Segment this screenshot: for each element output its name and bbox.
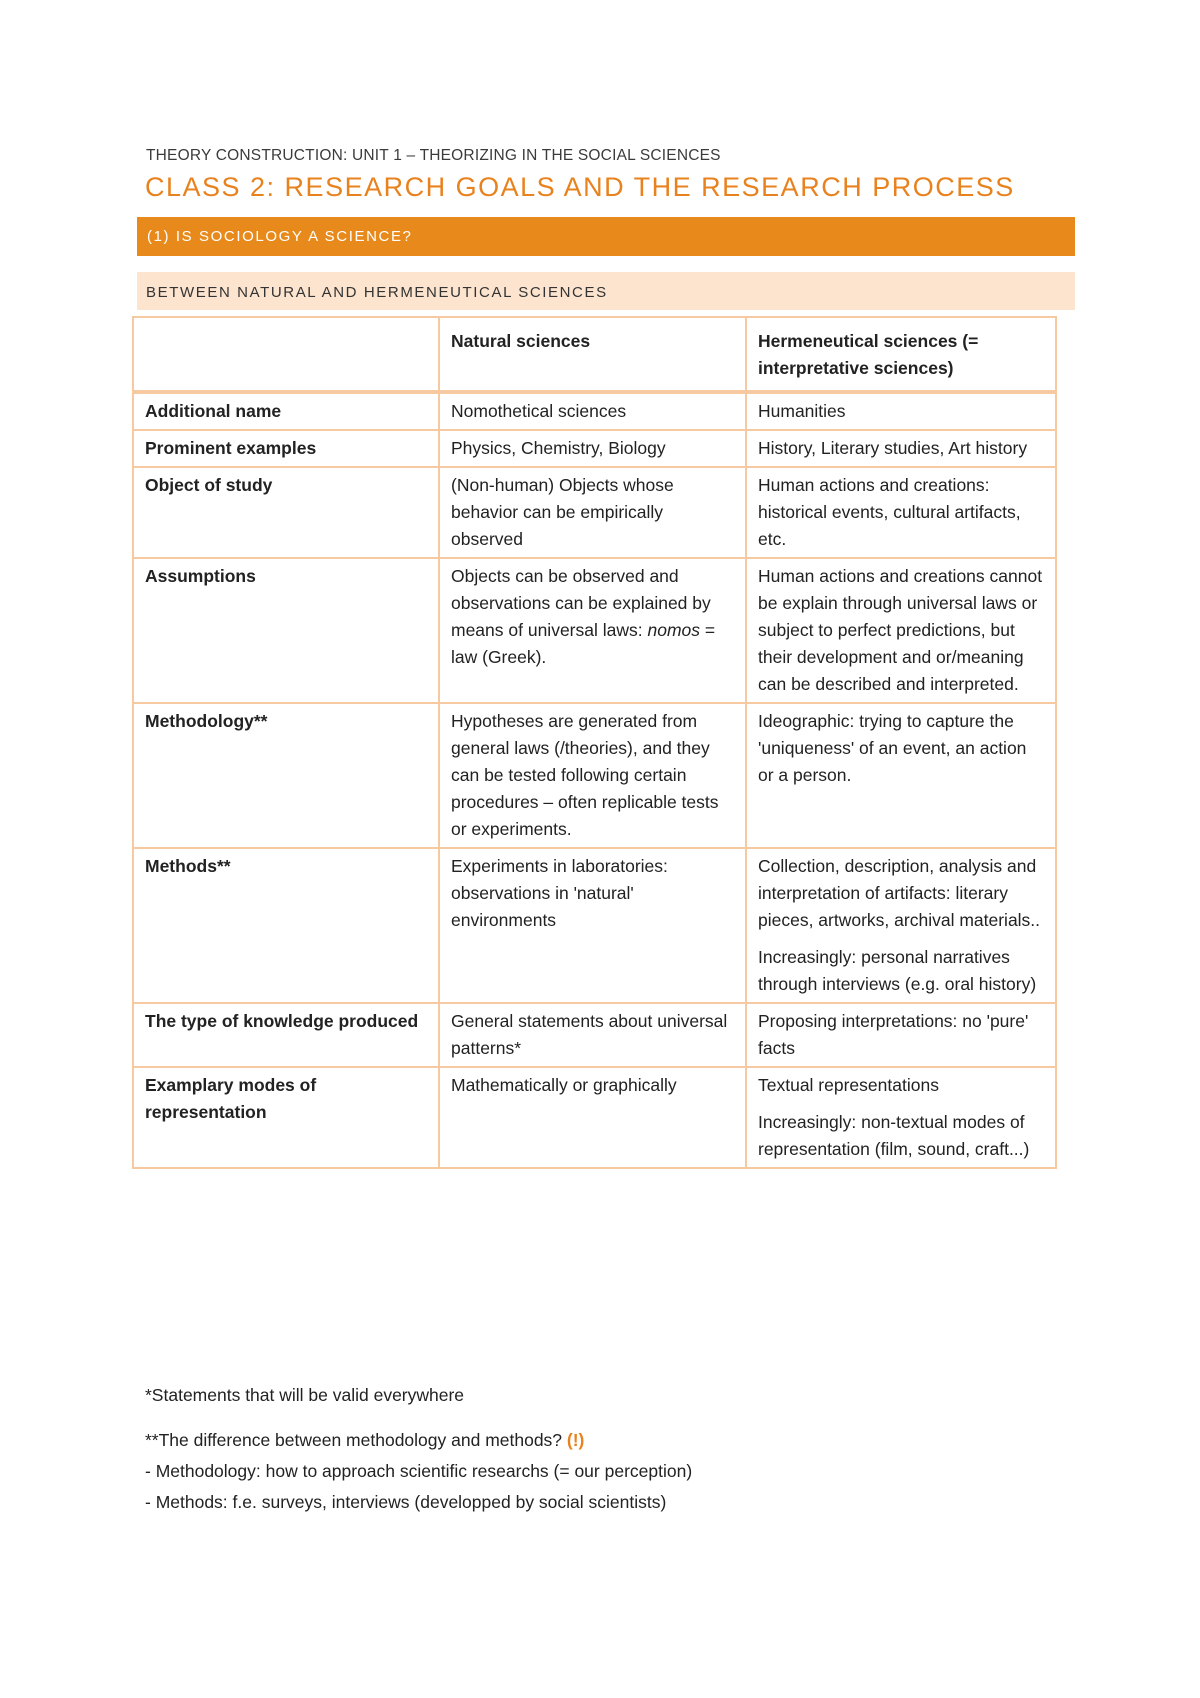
cell-paragraph: Increasingly: non-textual modes of representation (film, sound, craft...) — [758, 1112, 1030, 1159]
row-label: Prominent examples — [133, 430, 439, 467]
section-heading-bar — [137, 217, 1075, 256]
cell-natural — [439, 558, 746, 703]
table-row — [133, 558, 1056, 703]
footnote-text: **The difference between methodology and methods? — [145, 1430, 567, 1450]
cell-hermeneutical: Ideographic: trying to capture the 'uniqueness' of an event, an action or a person. — [746, 703, 1056, 848]
footnote-difference — [145, 1425, 1045, 1456]
cell-hermeneutical: Proposing interpretations: no 'pure' facts — [746, 1003, 1056, 1067]
row-label: Object of study — [133, 467, 439, 558]
footnote-statements: *Statements that will be valid everywhere — [145, 1385, 465, 1405]
table-row — [133, 848, 1056, 1003]
table-row — [133, 703, 1056, 848]
cell-natural: Experiments in laboratories: observations in 'natural' environments — [439, 848, 746, 1003]
cell-hermeneutical — [746, 1067, 1056, 1168]
cell-hermeneutical: Human actions and creations: historical events, cultural artifacts, etc. — [746, 467, 1056, 558]
cell-natural: Nomothetical sciences — [439, 392, 746, 430]
row-label: Examplary modes of representation — [133, 1067, 439, 1168]
cell-natural: (Non-human) Objects whose behavior can be empirically observed — [439, 467, 746, 558]
exclamation-mark: (!) — [566, 1430, 585, 1450]
cell-hermeneutical: Human actions and creations cannot be explain through universal laws or subject to perfect predictions, but their development and or/meaning can be described and interpreted. — [746, 558, 1056, 703]
cell-paragraph: Collection, description, analysis and interpretation of artifacts: literary pieces, artworks, archival materials.. — [758, 856, 1041, 930]
cell-text: Objects can be observed and observations can be explained by means of universal laws: — [451, 566, 711, 640]
cell-natural: Mathematically or graphically — [439, 1067, 746, 1168]
course-title: THEORY CONSTRUCTION: UNIT 1 – THEORIZING IN THE SOCIAL SCIENCES — [146, 147, 721, 164]
row-label: Additional name — [133, 392, 439, 430]
notes-section — [145, 1380, 1045, 1518]
row-label: Assumptions — [133, 558, 439, 703]
cell-paragraph: Textual representations — [758, 1075, 939, 1095]
table-header-blank — [133, 317, 439, 392]
cell-hermeneutical: History, Literary studies, Art history — [746, 430, 1056, 467]
cell-emphasis: nomos — [647, 620, 701, 640]
row-label: The type of knowledge produced — [133, 1003, 439, 1067]
subsection-heading-bar — [137, 272, 1075, 310]
cell-text: = law (Greek). — [451, 620, 716, 667]
table-row — [133, 1003, 1056, 1067]
row-label: Methods** — [133, 848, 439, 1003]
row-label: Methodology** — [133, 703, 439, 848]
subsection-heading: BETWEEN NATURAL AND HERMENEUTICAL SCIENCES — [146, 284, 608, 301]
table-row — [133, 430, 1056, 467]
bullet-methods: - Methods: f.e. surveys, interviews (developped by social scientists) — [145, 1492, 667, 1512]
table-header-row — [133, 317, 1056, 392]
table-header-natural: Natural sciences — [439, 317, 746, 392]
comparison-table — [132, 316, 1057, 1169]
cell-natural: Physics, Chemistry, Biology — [439, 430, 746, 467]
section-heading: (1) IS SOCIOLOGY A SCIENCE? — [147, 228, 413, 245]
cell-natural: General statements about universal patterns* — [439, 1003, 746, 1067]
cell-paragraph: Increasingly: personal narratives through interviews (e.g. oral history) — [758, 947, 1037, 994]
table-row — [133, 1067, 1056, 1168]
cell-hermeneutical: Humanities — [746, 392, 1056, 430]
cell-hermeneutical — [746, 848, 1056, 1003]
class-title: CLASS 2: RESEARCH GOALS AND THE RESEARCH PROCESS — [145, 172, 1015, 202]
table-row — [133, 467, 1056, 558]
bullet-methodology: - Methodology: how to approach scientific researchs (= our perception) — [145, 1461, 693, 1481]
table-row — [133, 392, 1056, 430]
table-header-hermeneutical: Hermeneutical sciences (= interpretative sciences) — [746, 317, 1056, 392]
cell-natural: Hypotheses are generated from general laws (/theories), and they can be tested following certain procedures – often replicable tests or experiments. — [439, 703, 746, 848]
